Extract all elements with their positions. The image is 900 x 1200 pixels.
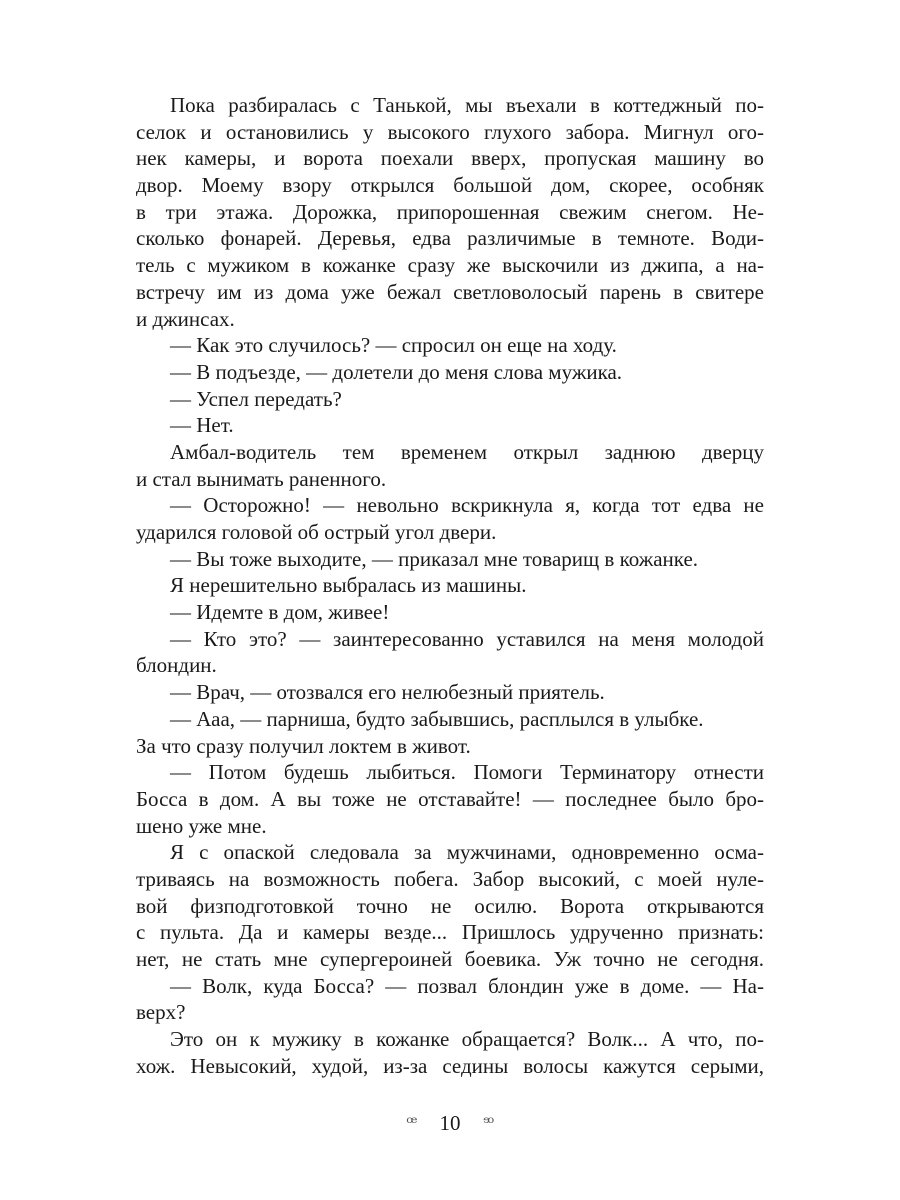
text-line: — Вы тоже выходите, — приказал мне товарищ в кожанке. [170, 546, 699, 571]
text-line: в три этажа. Дорожка, припорошенная свежим снегом. Не- [136, 199, 764, 224]
page-number: 10 [439, 1110, 461, 1135]
page-footer [0, 1108, 900, 1138]
text-line: Я нерешительно выбралась из машины. [170, 573, 527, 598]
text-line: Пока разбиралась с Танькой, мы въехали в коттеджный по- [170, 93, 764, 117]
text-line: — Нет. [170, 413, 234, 438]
text-line: сколько фонарей. Деревья, едва различимые в темноте. Води- [136, 226, 764, 251]
text-line: — Кто это? — заинтересованно уставился на меня молодой [170, 626, 764, 651]
text-line: Босса в дом. А вы тоже не отставайте! — последнее было бро- [136, 786, 764, 811]
ornament-left-icon: ꟹ [406, 1112, 418, 1133]
ornament-right-icon: ꟹ [482, 1112, 494, 1133]
text-line: — В подъезде, — долетели до меня слова мужика. [170, 359, 623, 384]
text-line: Амбал-водитель тем временем открыл заднюю дверцу [170, 439, 764, 464]
text-line: Это он к мужику в кожанке обращается? Волк... А что, по- [170, 1027, 764, 1052]
text-line: шено уже мне. [136, 813, 267, 838]
text-line: — Успел передать? [170, 386, 342, 411]
text-line: хож. Невысокий, худой, из-за седины волосы кажутся серыми, [136, 1053, 764, 1078]
text-line: нет, не стать мне супергероиней боевика. Уж точно не сегодня. [136, 947, 764, 971]
text-line: — Идемте в дом, живее! [170, 600, 390, 625]
text-line: Я с опаской следовала за мужчинами, одновременно осма- [170, 840, 764, 865]
text-line: нек камеры, и ворота поехали вверх, пропуская машину во [136, 146, 764, 171]
text-line: — Врач, — отозвался его нелюбезный приятель. [170, 680, 605, 705]
text-line: тель с мужиком в кожанке сразу же выскочили из джипа, а на- [136, 253, 764, 278]
text-line: двор. Моему взору открылся большой дом, скорее, особняк [136, 173, 764, 198]
text-line: ударился головой об острый угол двери. [136, 520, 497, 544]
text-line: — Волк, куда Босса? — позвал блондин уже в доме. — На- [170, 973, 764, 998]
page-body-text [136, 92, 764, 1079]
text-line: с пульта. Да и камеры везде... Пришлось удрученно признать: [136, 920, 764, 945]
text-line: селок и остановились у высокого глухого забора. Мигнул ого- [136, 119, 764, 144]
text-line: — Как это случилось? — спросил он еще на ходу. [170, 333, 617, 358]
text-line: встречу им из дома уже бежал светловолосый парень в свитере [136, 279, 764, 304]
text-line: За что сразу получил локтем в живот. [136, 733, 471, 758]
text-line: блондин. [136, 653, 217, 678]
text-line: — Потом будешь лыбиться. Помоги Терминатору отнести [170, 760, 764, 785]
text-line: и джинсах. [136, 306, 235, 331]
text-line: — Ааа, — парниша, будто забывшись, расплылся в улыбке. [170, 706, 704, 731]
text-line: верх? [136, 1000, 186, 1025]
text-line: — Осторожно! — невольно вскрикнула я, когда тот едва не [170, 493, 764, 518]
text-line: триваясь на возможность побега. Забор высокий, с моей нуле- [136, 866, 764, 891]
text-line: и стал вынимать раненного. [136, 466, 387, 491]
text-line: вой физподготовкой точно не осилю. Ворота открываются [136, 893, 764, 918]
